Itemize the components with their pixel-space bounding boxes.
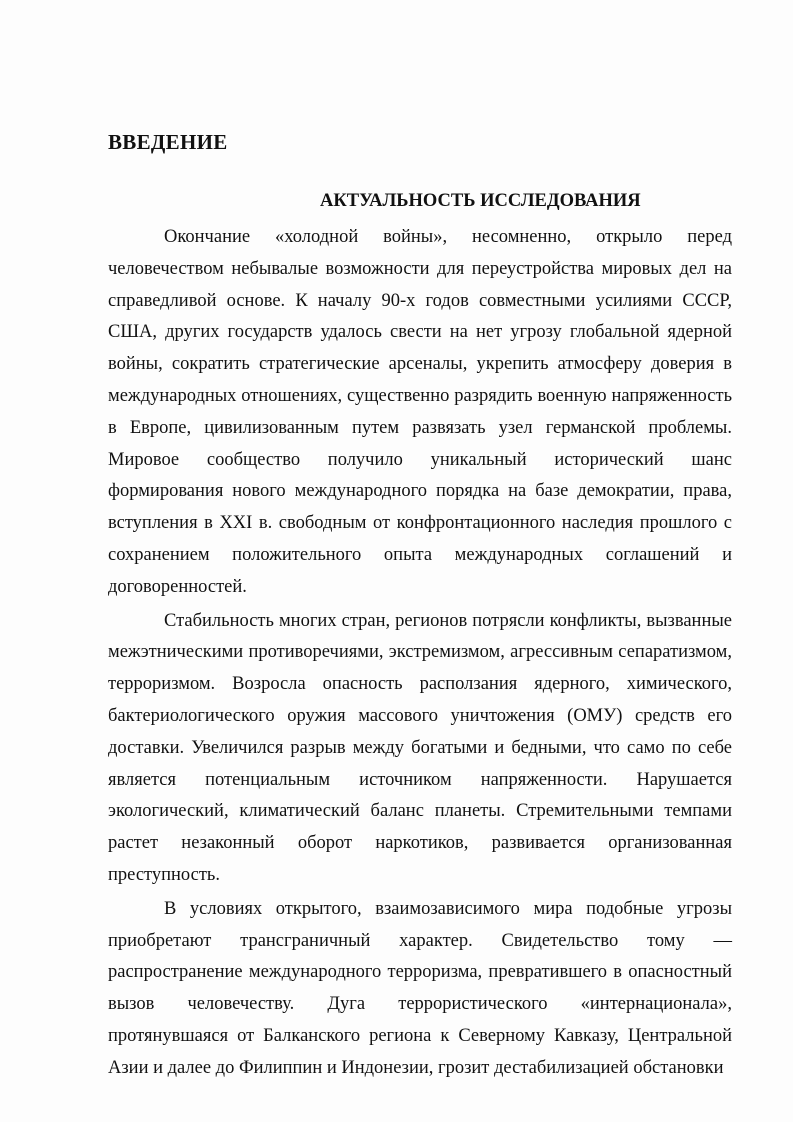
paragraph-2: Стабильность многих стран, регионов потрясли конфликты, вызванные межэтническими противоречиями, экстремизмом, агрессивным сепаратизмом, терроризмом. Возросла опасность расползания ядерного, химического, бактериологического оружия массового уничтожения (ОМУ) средств его доставки. Увеличился разрыв между богатыми и бедными, что само по себе является потенциальным источником напряженности. Нарушается экологический, климатический баланс планеты. Стремительными темпами растет незаконный оборот наркотиков, развивается организованная преступность. — [108, 610, 732, 885]
body-text — [108, 222, 732, 1085]
paragraph-3: В условиях открытого, взаимозависимого мира подобные угрозы приобретают трансграничный характер. Свидетельство тому — распространение международного терроризма, превратившего в опасностный вызов человечеству. Дуга террористического «интернационала», протянувшаяся от Балканского региона к Северному Кавказу, Центральной Азии и далее до Филиппин и Индонезии, грозит дестабилизацией обстановки — [108, 898, 732, 1078]
paragraph-1: Окончание «холодной войны», несомненно, открыло перед человечеством небывалые возможности для переустройства мировых дел на справедливой основе. К началу 90-х годов совместными усилиями СССР, США, других государств удалось свести на нет угрозу глобальной ядерной войны, сократить стратегические арсеналы, укрепить атмосферу доверия в международных отношениях, существенно разрядить военную напряженность в Европе, цивилизованным путем развязать узел германской проблемы. Мировое сообщество получило уникальный исторический шанс формирования нового международного порядка на базе демократии, права, вступления в XXI в. свободным от конфронтационного наследия прошлого с сохранением положительного опыта международных соглашений и договоренностей. — [108, 227, 732, 597]
section-subheading: АКТУАЛЬНОСТЬ ИССЛЕДОВАНИЯ — [320, 191, 641, 211]
page-heading: ВВЕДЕНИЕ — [108, 130, 228, 154]
